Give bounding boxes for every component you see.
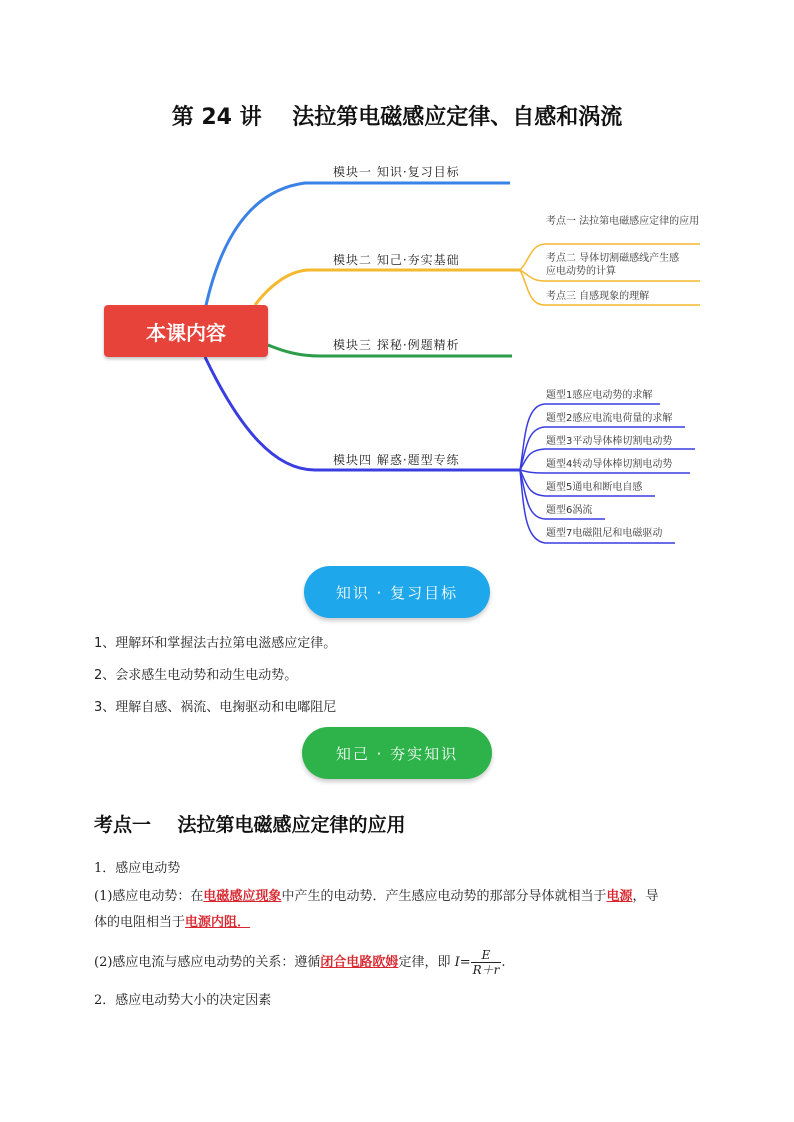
mindmap-root: 本课内容 bbox=[104, 305, 268, 357]
section-heading: 考点一 法拉第电磁感应定律的应用 bbox=[94, 814, 406, 836]
tixing-2: 题型2感应电流电荷量的求解 bbox=[546, 413, 673, 424]
kaodian-3: 考点三 自感现象的理解 bbox=[546, 291, 650, 302]
formula-fraction: $\frac{E}{R+r}$ bbox=[472, 948, 500, 977]
pill-basic-knowledge: 知己 · 夯实知识 bbox=[302, 727, 492, 779]
module-2-label: 模块二 知己·夯实基础 bbox=[333, 253, 460, 267]
keyword-power-source: 电源 bbox=[606, 889, 633, 904]
tixing-5: 题型5通电和断电自感 bbox=[546, 482, 643, 493]
tixing-6: 题型6涡流 bbox=[546, 505, 593, 516]
keyword-internal-resistance: 电源内阻． bbox=[185, 915, 251, 930]
kaodian-2: 考点二 导体切割磁感线产生感应电动势的计算 bbox=[546, 253, 680, 277]
tixing-4: 题型4转动导体棒切割电动势 bbox=[546, 459, 673, 470]
module-3-label: 模块三 探秘·例题精析 bbox=[333, 338, 460, 352]
branch-module-1 bbox=[205, 183, 510, 310]
tixing-7: 题型7电磁阻尼和电磁驱动 bbox=[546, 528, 663, 539]
paragraph-1: (1)感应电动势：在电磁感应现象中产生的电动势．产生感应电动势的那部分导体就相当于电源，导 体的电阻相当于电源内阻． bbox=[94, 889, 659, 930]
goal-item-2: 2、会求感生电动势和动生电动势。 bbox=[94, 668, 298, 683]
keyword-em-induction: 电磁感应现象 bbox=[203, 889, 282, 904]
item-2-heading: 2．感应电动势大小的决定因素 bbox=[94, 993, 272, 1008]
item-1-heading: 1．感应电动势 bbox=[94, 861, 181, 876]
branch-module-2 bbox=[255, 270, 520, 305]
keyword-ohm-law: 闭合电路欧姆 bbox=[320, 955, 399, 970]
kaodian-1: 考点一 法拉第电磁感应定律的应用 bbox=[546, 216, 700, 227]
goal-item-1: 1、理解环和掌握法古拉第电滋感应定律。 bbox=[94, 636, 337, 651]
paragraph-2: (2)感应电流与感应电动势的关系：遵循闭合电路欧姆定律，即 I= $\frac{E}{R+r}$ . bbox=[94, 948, 506, 977]
tixing-3: 题型3平动导体棒切割电动势 bbox=[546, 436, 673, 447]
module-1-label: 模块一 知识·复习目标 bbox=[333, 165, 460, 179]
tixing-1: 题型1感应电动势的求解 bbox=[546, 390, 653, 401]
module-4-label: 模块四 解惑·题型专练 bbox=[333, 453, 460, 467]
pill-review-goals: 知识 · 复习目标 bbox=[304, 566, 490, 618]
goal-item-3: 3、理解自感、祸流、电掬驱动和电嘟阻尼 bbox=[94, 700, 337, 715]
page-title: 第 24 讲 法拉第电磁感应定律、自感和涡流 bbox=[171, 105, 623, 130]
